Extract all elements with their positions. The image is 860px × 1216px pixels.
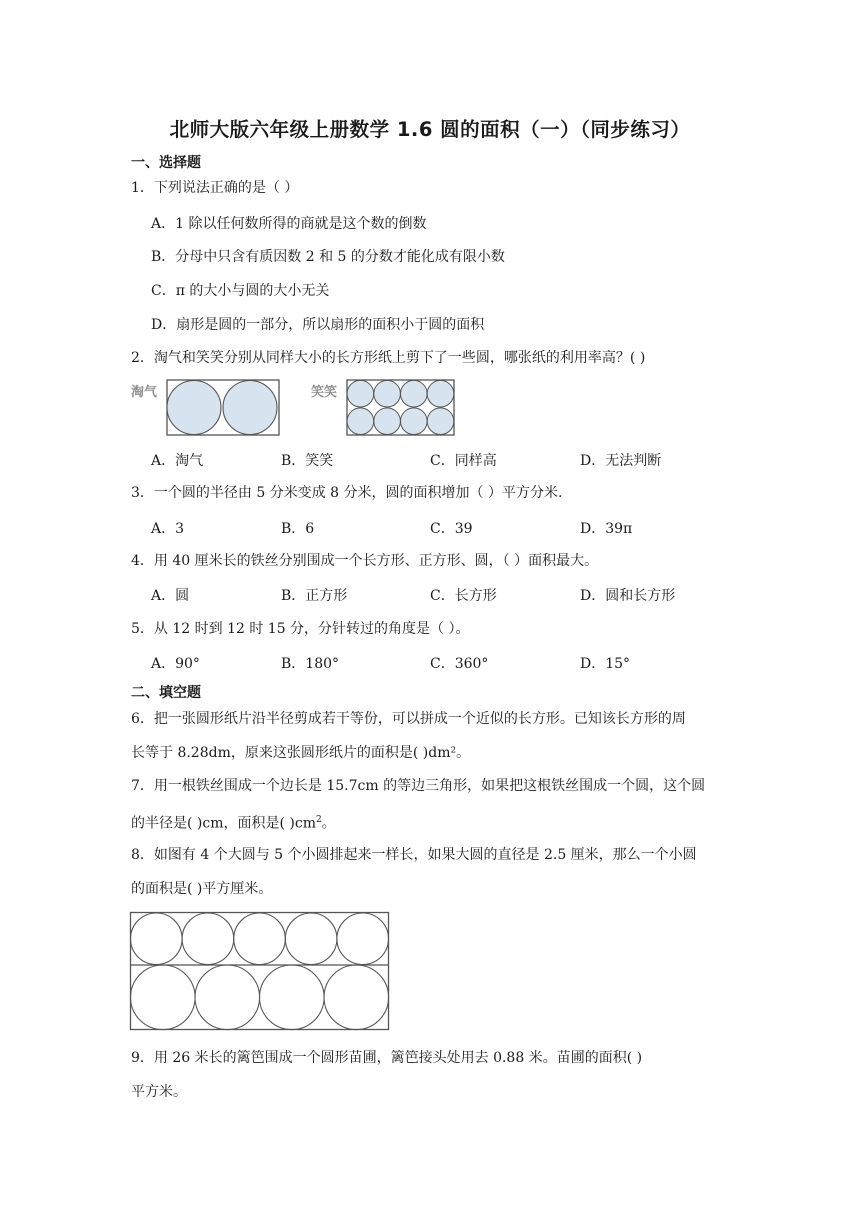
question-3-option-a: A．3 [151, 521, 185, 537]
question-7-line-2 [131, 810, 336, 834]
question-7-line-2-text: 的半径是( )cm，面积是( )cm [131, 815, 316, 832]
question-5-option-b: B．180° [281, 656, 340, 672]
question-2-option-c: C．同样高 [430, 453, 497, 469]
question-4-stem: 4．用 40 厘米长的铁丝分别围成一个长方形、正方形、圆，（ ）面积最大。 [131, 553, 599, 569]
question-1-option-c: C．π 的大小与圆的大小无关 [151, 283, 330, 299]
page-title: 北师大版六年级上册数学 1.6 圆的面积（一）（同步练习） [169, 118, 691, 141]
question-1-option-d: D．扇形是圆的一部分，所以扇形的面积小于圆的面积 [151, 317, 485, 333]
question-4-option-d: D．圆和长方形 [580, 588, 676, 604]
question-4-option-b: B．正方形 [281, 588, 348, 604]
question-6-line-1: 6．把一张圆形纸片沿半径剪成若干等份，可以拼成一个近似的长方形。已知该长方形的周 [131, 711, 686, 727]
question-5-option-c: C．360° [430, 656, 489, 672]
question-1-stem: 1．下列说法正确的是（ ） [131, 180, 299, 196]
figure-big-and-small-circles [129, 911, 391, 1032]
section-heading-fill: 二、填空题 [131, 685, 201, 701]
question-9-line-2: 平方米。 [131, 1084, 187, 1100]
question-5-option-a: A．90° [151, 656, 200, 672]
question-5-stem: 5．从 12 时到 12 时 15 分，分针转过的角度是（ ）。 [131, 621, 470, 637]
question-2-stem: 2．淘气和笑笑分别从同样大小的长方形纸上剪下了一些圆，哪张纸的利用率高？( ) [131, 350, 646, 366]
question-2-option-a: A．淘气 [151, 453, 204, 469]
question-3-option-d: D．39π [580, 521, 633, 537]
question-2-option-b: B．笑笑 [281, 453, 334, 469]
question-4-option-c: C．长方形 [430, 588, 497, 604]
question-6-line-2: 长等于 8.28dm，原来这张圆形纸片的面积是( )dm²。 [131, 745, 471, 761]
question-7-line-2-end: 。 [321, 815, 336, 832]
question-3-option-c: C．39 [430, 521, 473, 537]
section-heading-choice: 一、选择题 [131, 155, 201, 171]
question-4-option-a: A．圆 [151, 588, 190, 604]
question-8-line-1: 8．如图有 4 个大圆与 5 个小圆排起来一样长，如果大圆的直径是 2.5 厘米，那么一个小圆 [131, 847, 697, 863]
question-7-superscript: 2 [315, 815, 322, 825]
question-8-line-2: 的面积是( )平方厘米。 [131, 881, 273, 897]
question-2-option-d: D．无法判断 [580, 453, 662, 469]
question-7-line-1: 7．用一根铁丝围成一个边长是 15.7cm 的等边三角形，如果把这根铁丝围成一个圆，这个圆 [131, 778, 706, 794]
figure-label-xiaoxiao: 笑笑 [311, 385, 338, 400]
question-1-option-a: A．1 除以任何数所得的商就是这个数的倒数 [151, 216, 427, 232]
question-1-option-b: B．分母中只含有质因数 2 和 5 的分数才能化成有限小数 [151, 249, 505, 265]
figure-xiaoxiao-eight-circles [346, 379, 455, 437]
question-5-option-d: D．15° [580, 656, 631, 672]
figure-taoqi-two-circles [166, 379, 280, 437]
question-9-line-1: 9．用 26 米长的篱笆围成一个圆形苗圃，篱笆接头处用去 0.88 米。苗圃的面积( ) [131, 1050, 643, 1066]
figure-label-taoqi: 淘气 [131, 385, 158, 400]
question-3-stem: 3．一个圆的半径由 5 分米变成 8 分米，圆的面积增加（ ）平方分米. [131, 485, 563, 501]
question-3-option-b: B．6 [281, 521, 315, 537]
